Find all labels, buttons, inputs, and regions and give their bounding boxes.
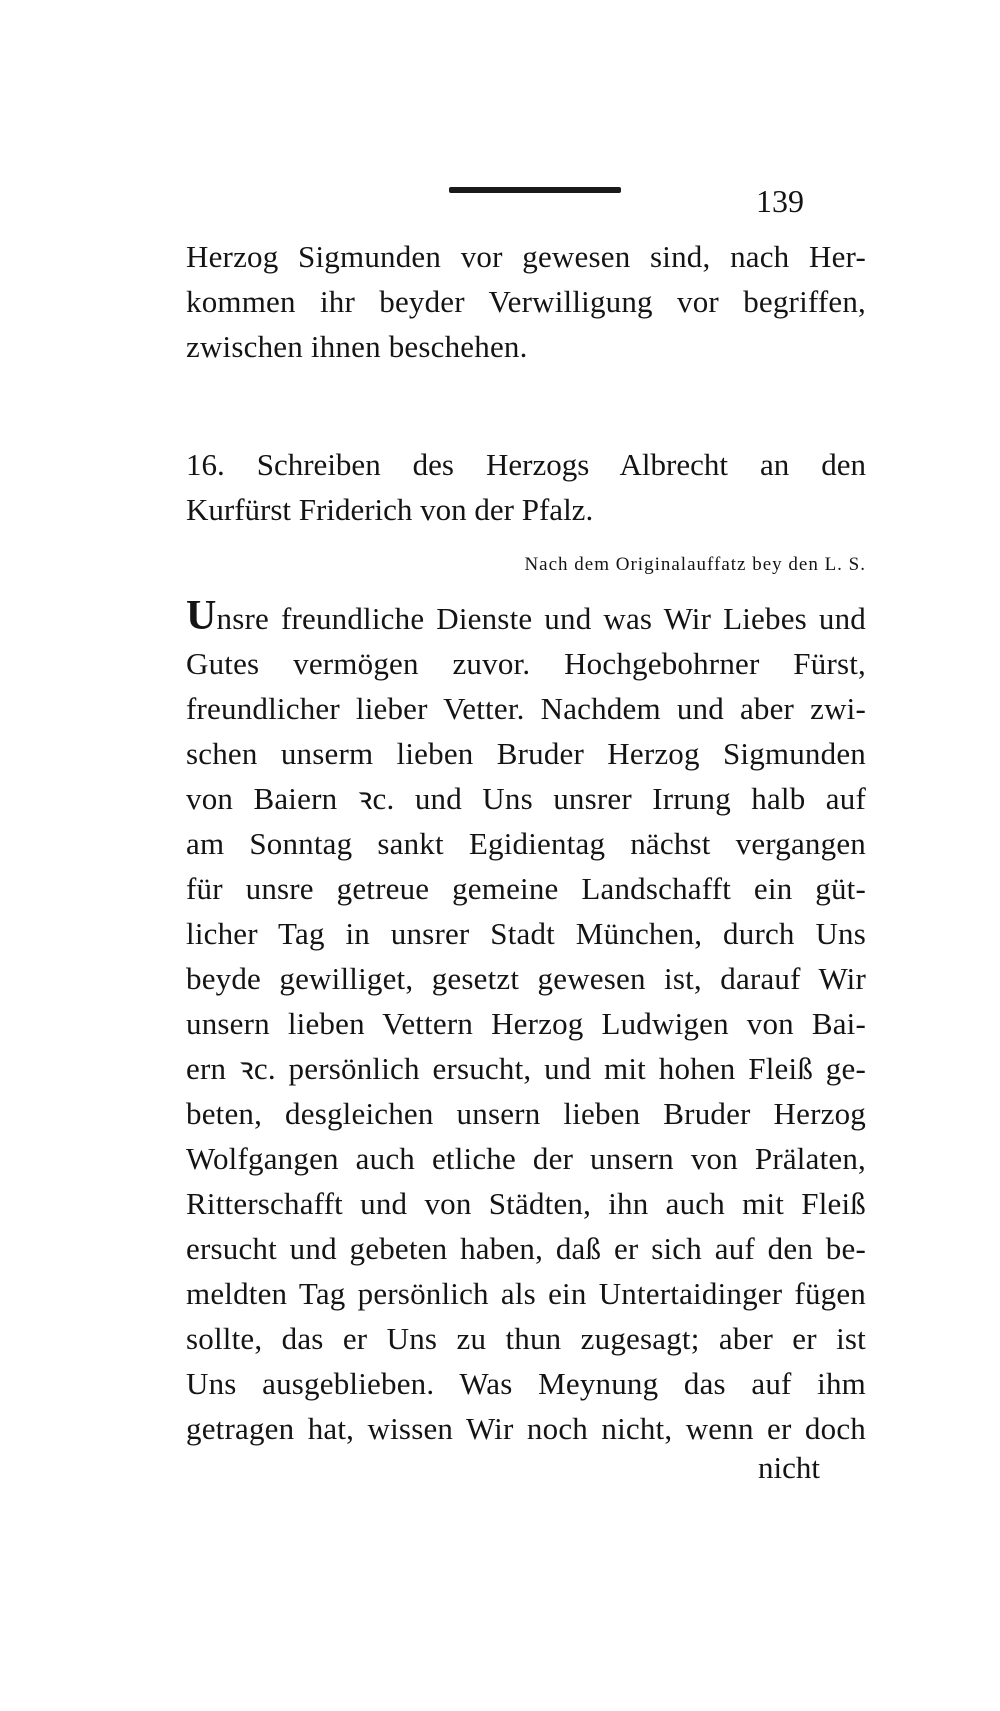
catchword: nicht <box>758 1450 820 1485</box>
text-line: Ritterschafft und von Städten, ihn auch mit Fleiß <box>186 1186 866 1221</box>
heading-line: Kurfürst Friderich von der Pfalz. <box>186 492 594 527</box>
section-heading <box>186 442 866 532</box>
text-line: ern ꝛc. persönlich ersucht, und mit hohen Fleiß ge- <box>186 1051 866 1086</box>
text-line: Gutes vermögen zuvor. Hochgebohrner Fürst, <box>186 646 866 681</box>
text-line: getragen hat, wissen Wir noch nicht, wenn er doch <box>186 1411 866 1446</box>
text-line <box>186 593 866 641</box>
heading-line: 16. Schreiben des Herzogs Albrecht an den <box>186 447 866 482</box>
text-line-rest: nsre freundliche Dienste und was Wir Liebes und <box>216 601 866 636</box>
drop-initial: U <box>186 593 217 639</box>
page-number: 139 <box>756 183 804 219</box>
text-line: unsern lieben Vettern Herzog Ludwigen von Bai- <box>186 1006 866 1041</box>
text-line: von Baiern ꝛc. und Uns unsrer Irrung halb auf <box>186 781 866 816</box>
source-note: Nach dem Originalauffatz bey den L. S. <box>524 554 866 575</box>
text-line: freundlicher lieber Vetter. Nachdem und aber zwi- <box>186 691 866 726</box>
text-line: Wolfgangen auch etliche der unsern von Prälaten, <box>186 1141 866 1176</box>
letter-body <box>186 593 866 1451</box>
text-line: am Sonntag sankt Egidientag nächst vergangen <box>186 826 866 861</box>
text-line: meldten Tag persönlich als ein Untertaidinger fügen <box>186 1276 866 1311</box>
text-line: ersucht und gebeten haben, daß er sich auf den be- <box>186 1231 866 1266</box>
text-line: licher Tag in unsrer Stadt München, durch Uns <box>186 916 866 951</box>
top-paragraph <box>186 234 866 369</box>
text-line: Uns ausgeblieben. Was Meynung das auf ihm <box>186 1366 866 1401</box>
text-line: Herzog Sigmunden vor gewesen sind, nach Her- <box>186 239 866 274</box>
header-rule <box>449 187 621 193</box>
text-line: schen unserm lieben Bruder Herzog Sigmunden <box>186 736 866 771</box>
text-line: für unsre getreue gemeine Landschafft ein güt- <box>186 871 866 906</box>
text-line: sollte, das er Uns zu thun zugesagt; aber er ist <box>186 1321 866 1356</box>
text-line: beyde gewilliget, gesetzt gewesen ist, darauf Wir <box>186 961 866 996</box>
text-line: kommen ihr beyder Verwilligung vor begriffen, <box>186 284 866 319</box>
text-line: beten, desgleichen unsern lieben Bruder Herzog <box>186 1096 866 1131</box>
text-line: zwischen ihnen beschehen. <box>186 329 528 364</box>
